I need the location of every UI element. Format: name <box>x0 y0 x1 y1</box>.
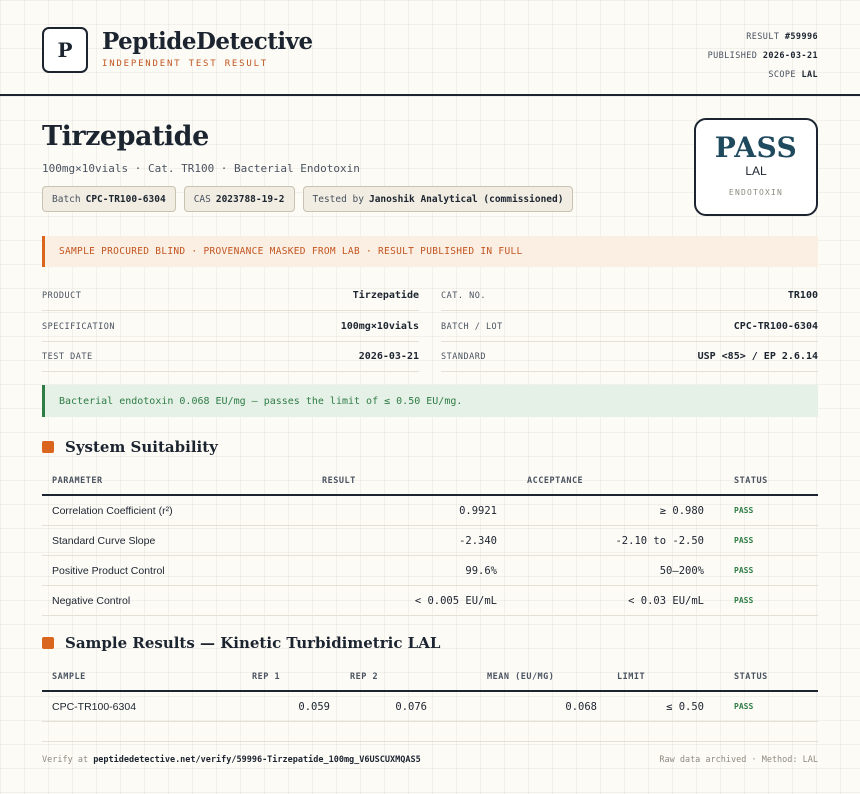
col-rep2: REP 2 <box>340 663 437 691</box>
cell-acceptance: ≥ 0.980 <box>507 495 714 526</box>
chip-value: 2023788-19-2 <box>215 193 285 205</box>
verify-line <box>42 755 421 765</box>
col-acceptance: ACCEPTANCE <box>507 467 714 495</box>
cell-parameter: Standard Curve Slope <box>42 526 262 556</box>
info-label: TEST DATE <box>42 351 93 362</box>
verify-prefix: Verify at <box>42 755 89 765</box>
meta-scope-value: LAL <box>801 70 818 80</box>
chip-value: Janoshik Analytical (commissioned) <box>368 193 564 205</box>
cell-parameter: Negative Control <box>42 586 262 616</box>
cell-result: 99.6% <box>262 556 507 586</box>
sample-results-heading <box>42 634 440 652</box>
info-label: STANDARD <box>441 351 486 362</box>
archive-note: Raw data archived · Method: LAL <box>659 755 818 765</box>
product-subtitle: 100mg×10vials · Cat. TR100 · Bacterial Endotoxin <box>42 162 360 175</box>
info-specification <box>42 312 419 342</box>
cell-acceptance: 50–200% <box>507 556 714 586</box>
sample-results-table <box>42 663 818 722</box>
section-title-text: System Suitability <box>65 438 218 456</box>
info-label: PRODUCT <box>42 290 82 301</box>
info-cat-no <box>441 281 818 311</box>
procurement-notice: SAMPLE PROCURED BLIND · PROVENANCE MASKED FROM LAB · RESULT PUBLISHED IN FULL <box>42 236 818 267</box>
table-header-row <box>42 663 818 691</box>
chip-label: Batch <box>52 193 81 205</box>
info-value: CPC-TR100-6304 <box>733 321 818 332</box>
result-summary: Bacterial endotoxin 0.068 EU/mg — passes the limit of ≤ 0.50 EU/mg. <box>42 385 818 417</box>
info-value: 2026-03-21 <box>358 351 419 362</box>
col-sample: SAMPLE <box>42 663 242 691</box>
info-test-date <box>42 342 419 372</box>
meta-result-value: #59996 <box>784 32 818 42</box>
meta-scope-label: SCOPE <box>768 70 796 80</box>
col-status: STATUS <box>714 663 818 691</box>
info-label: CAT. NO. <box>441 290 486 301</box>
cell-acceptance: < 0.03 EU/mL <box>507 586 714 616</box>
table-header-row <box>42 467 818 495</box>
col-parameter: PARAMETER <box>42 467 262 495</box>
cell-parameter: Correlation Coefficient (r²) <box>42 495 262 526</box>
verdict-word: PASS <box>714 131 798 164</box>
col-mean: MEAN (EU/MG) <box>437 663 607 691</box>
chip-label: Tested by <box>312 193 364 205</box>
verdict-category: ENDOTOXIN <box>728 188 784 197</box>
table-row <box>42 691 818 722</box>
report-footer <box>42 741 818 765</box>
meta-published-label: PUBLISHED <box>707 51 758 61</box>
cell-rep2: 0.076 <box>340 691 437 722</box>
chip-value: CPC-TR100-6304 <box>85 193 166 205</box>
meta-scope <box>708 66 818 85</box>
info-label: SPECIFICATION <box>42 321 116 332</box>
cas-chip <box>184 186 295 212</box>
cell-result: < 0.005 EU/mL <box>262 586 507 616</box>
cell-sample: CPC-TR100-6304 <box>42 691 242 722</box>
table-row <box>42 586 818 616</box>
cell-mean: 0.068 <box>437 691 607 722</box>
product-chips <box>42 186 573 212</box>
info-value: TR100 <box>787 290 818 301</box>
product-title: Tirzepatide <box>42 121 209 152</box>
brand-name: PeptideDetective <box>102 28 313 55</box>
system-suitability-table <box>42 467 818 616</box>
cell-result: 0.9921 <box>262 495 507 526</box>
info-value: USP <85> / EP 2.6.14 <box>697 351 818 362</box>
info-value: 100mg×10vials <box>340 321 419 332</box>
info-batch-lot <box>441 312 818 342</box>
cell-result: -2.340 <box>262 526 507 556</box>
col-limit: LIMIT <box>607 663 714 691</box>
col-rep1: REP 1 <box>242 663 340 691</box>
verdict-method: LAL <box>745 164 767 178</box>
col-status: STATUS <box>714 467 818 495</box>
table-row <box>42 495 818 526</box>
status-badge: PASS <box>714 691 818 722</box>
section-marker-icon <box>42 637 54 649</box>
verify-link[interactable]: peptidedetective.net/verify/59996-Tirzepatide_100mg_V6USCUXMQAS5 <box>93 755 421 765</box>
info-standard <box>441 342 818 372</box>
info-product <box>42 281 419 311</box>
status-badge: PASS <box>714 586 818 616</box>
col-result: RESULT <box>262 467 507 495</box>
brand-logo: P <box>42 27 88 73</box>
report-meta <box>708 28 818 85</box>
report-header <box>0 0 860 96</box>
section-marker-icon <box>42 441 54 453</box>
table-row <box>42 526 818 556</box>
meta-published-value: 2026-03-21 <box>762 51 818 61</box>
status-badge: PASS <box>714 495 818 526</box>
cell-parameter: Positive Product Control <box>42 556 262 586</box>
status-badge: PASS <box>714 556 818 586</box>
cell-limit: ≤ 0.50 <box>607 691 714 722</box>
brand-tagline: INDEPENDENT TEST RESULT <box>102 59 269 69</box>
chip-label: CAS <box>193 193 211 205</box>
section-title-text: Sample Results — Kinetic Turbidimetric LAL <box>65 634 441 652</box>
meta-published <box>708 47 818 66</box>
cell-acceptance: -2.10 to -2.50 <box>507 526 714 556</box>
status-badge: PASS <box>714 526 818 556</box>
verdict-badge <box>694 118 818 216</box>
table-row <box>42 556 818 586</box>
batch-chip <box>42 186 176 212</box>
tested-by-chip <box>303 186 574 212</box>
cell-rep1: 0.059 <box>242 691 340 722</box>
meta-result-label: RESULT <box>746 32 780 42</box>
system-suitability-heading <box>42 438 218 456</box>
info-value: Tirzepatide <box>352 290 419 301</box>
info-label: BATCH / LOT <box>441 321 503 332</box>
meta-result <box>708 28 818 47</box>
